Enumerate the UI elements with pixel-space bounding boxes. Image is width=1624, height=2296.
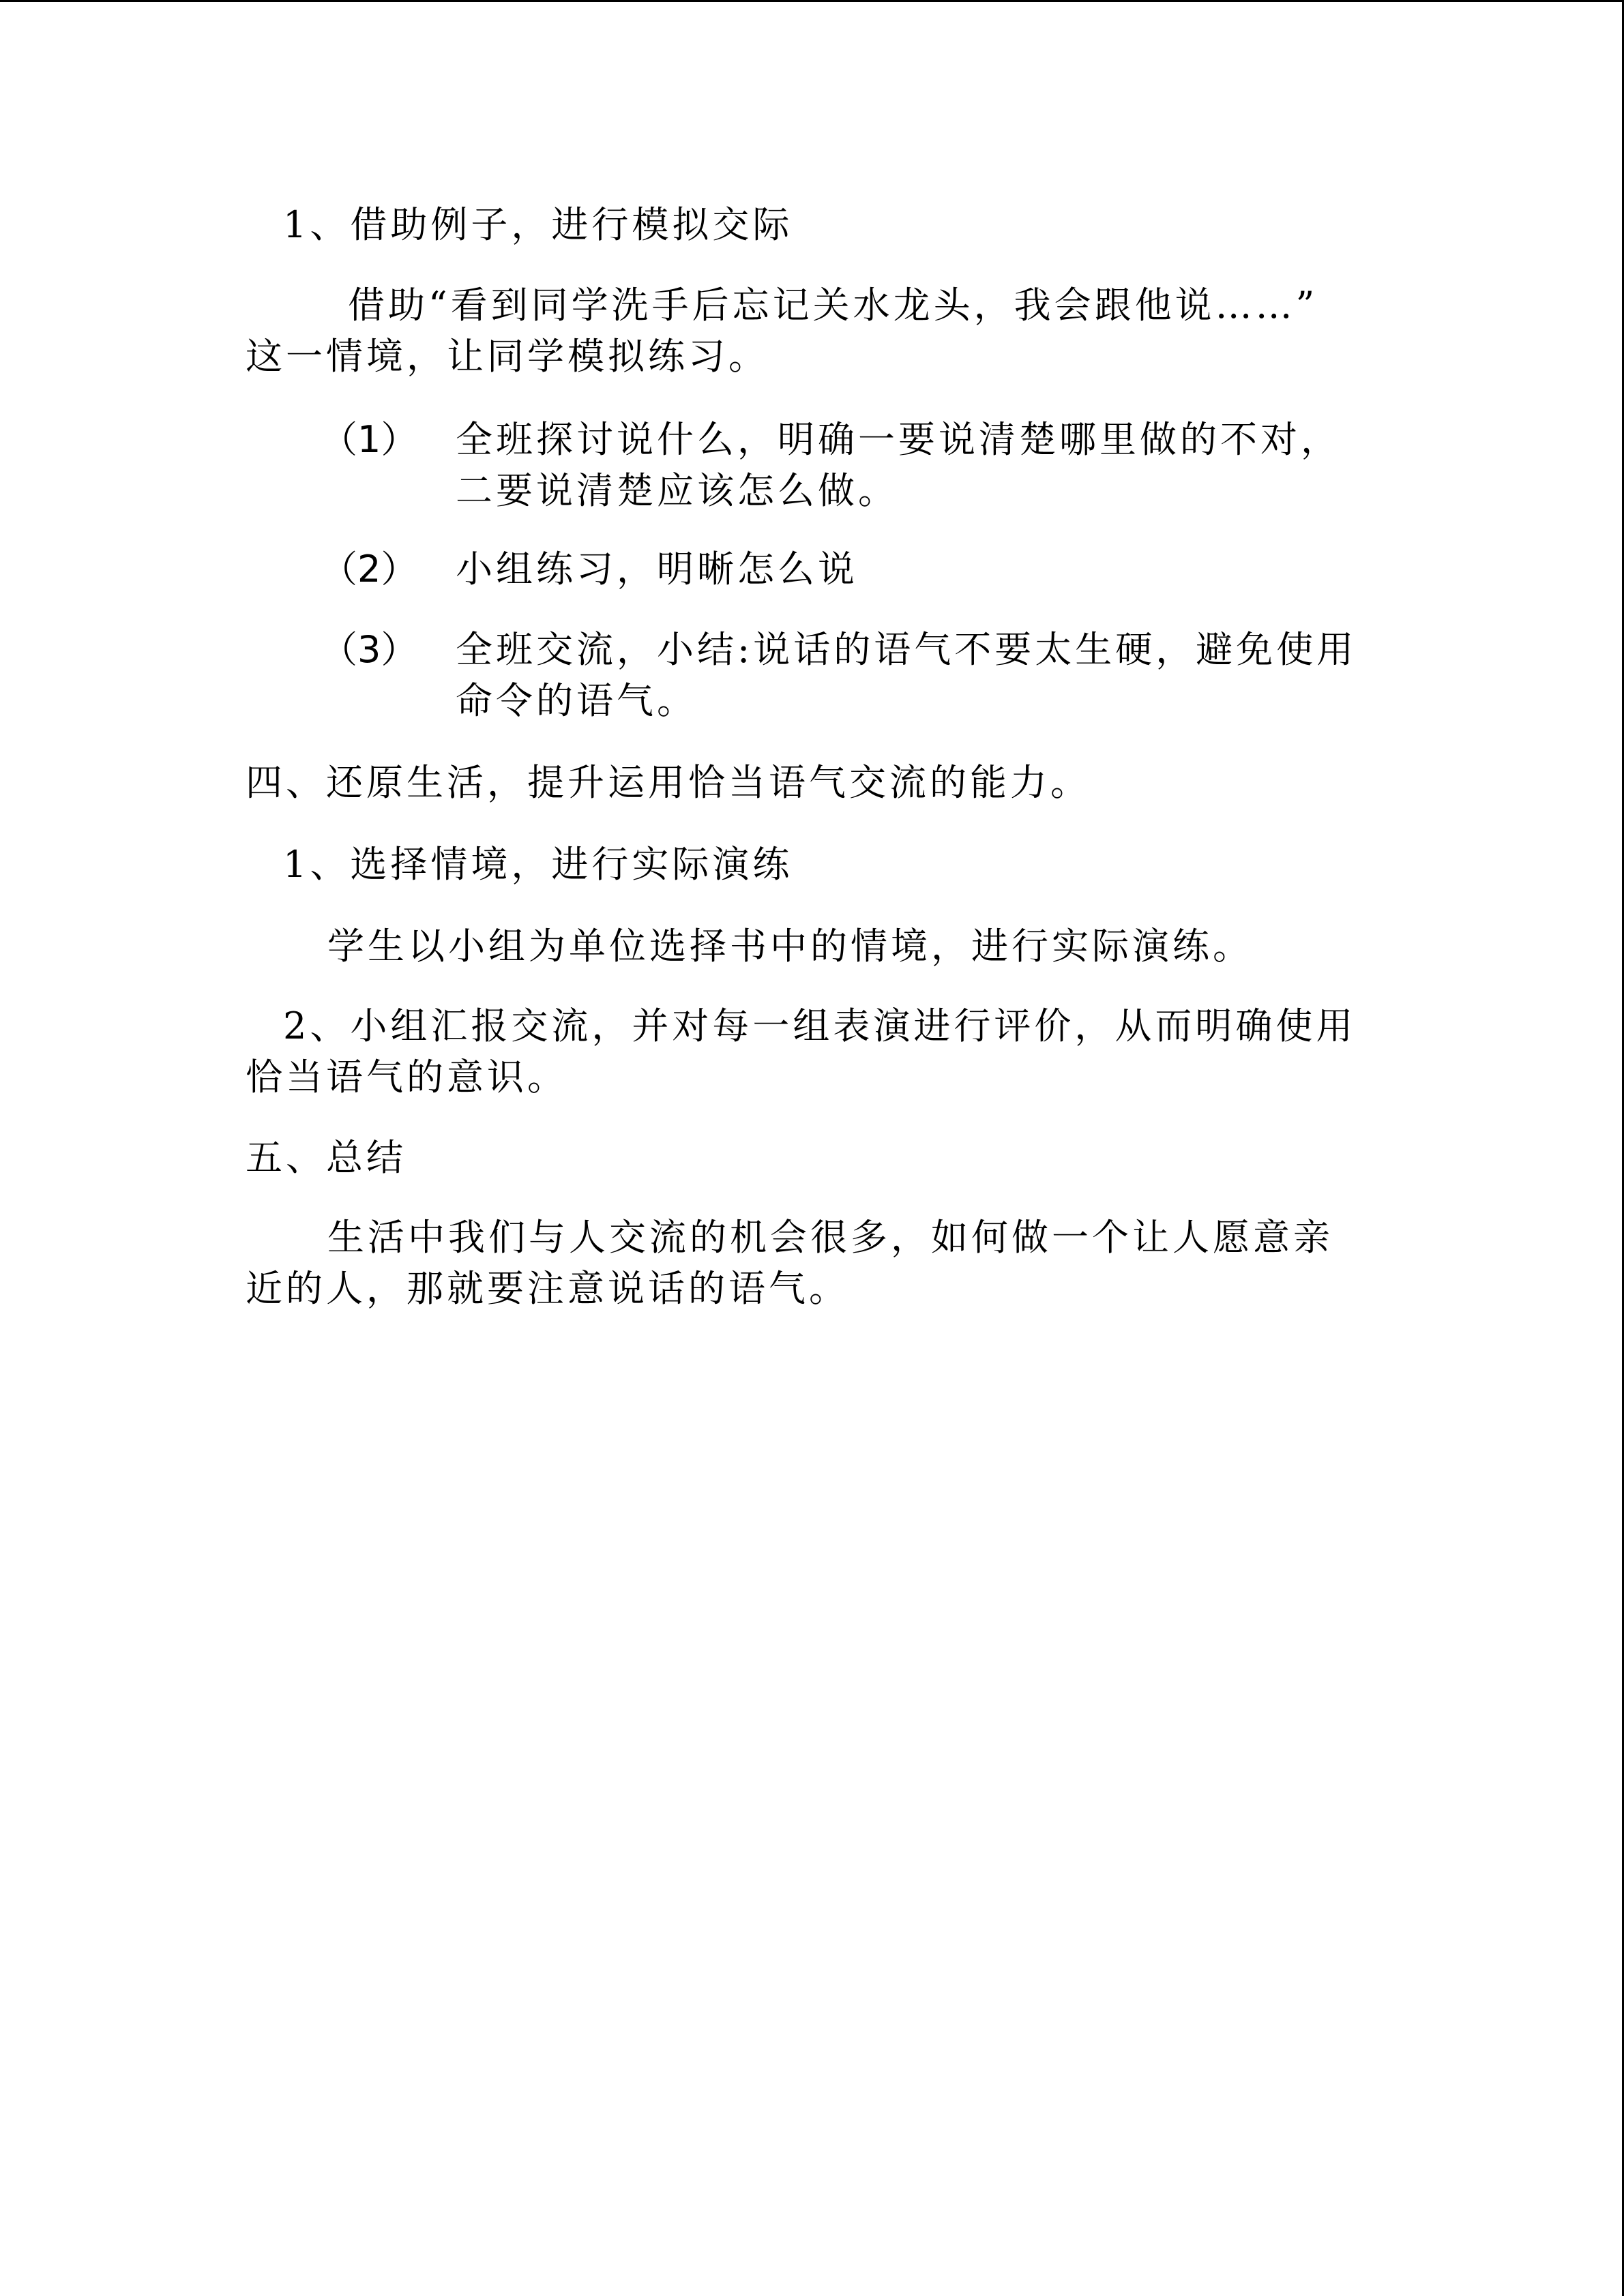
paragraph-report-line-1: 2、小组汇报交流，并对每一组表演进行评价，从而明确使用 bbox=[283, 1004, 1357, 1047]
paragraph-summary-line-2: 近的人，那就要注意说话的语气。 bbox=[246, 1267, 849, 1310]
list-item-1-line-2: 二要说清楚应该怎么做。 bbox=[456, 469, 898, 512]
paragraph-report-line-2: 恰当语气的意识。 bbox=[246, 1056, 567, 1099]
paragraph-situation-line-1: 借助“看到同学洗手后忘记关水龙头，我会跟他说……” bbox=[348, 284, 1318, 327]
page-top-border bbox=[0, 0, 1624, 2]
list-marker-3: （3） bbox=[321, 628, 418, 671]
list-item-3-line-1: 全班交流，小结:说话的语气不要太生硬，避免使用 bbox=[456, 628, 1357, 671]
paragraph-situation-line-2: 这一情境，让同学模拟练习。 bbox=[246, 335, 769, 378]
section-heading-four: 四、还原生活，提升运用恰当语气交流的能力。 bbox=[246, 761, 1091, 804]
list-marker-1: （1） bbox=[321, 418, 418, 461]
list-item-1-line-1: 全班探讨说什么，明确一要说清楚哪里做的不对， bbox=[456, 418, 1341, 461]
list-marker-2: （2） bbox=[321, 548, 418, 591]
subheading-practice: 1、选择情境，进行实际演练 bbox=[283, 843, 793, 886]
paragraph-summary-line-1: 生活中我们与人交流的机会很多，如何做一个让人愿意亲 bbox=[327, 1216, 1333, 1259]
list-item-3-line-2: 命令的语气。 bbox=[456, 679, 697, 722]
section-heading-five: 五、总结 bbox=[246, 1136, 407, 1179]
paragraph-practice: 学生以小组为单位选择书中的情境，进行实际演练。 bbox=[327, 925, 1253, 968]
list-item-2-line-1: 小组练习，明晰怎么说 bbox=[456, 548, 858, 591]
subheading-simulation: 1、借助例子，进行模拟交际 bbox=[283, 203, 793, 246]
